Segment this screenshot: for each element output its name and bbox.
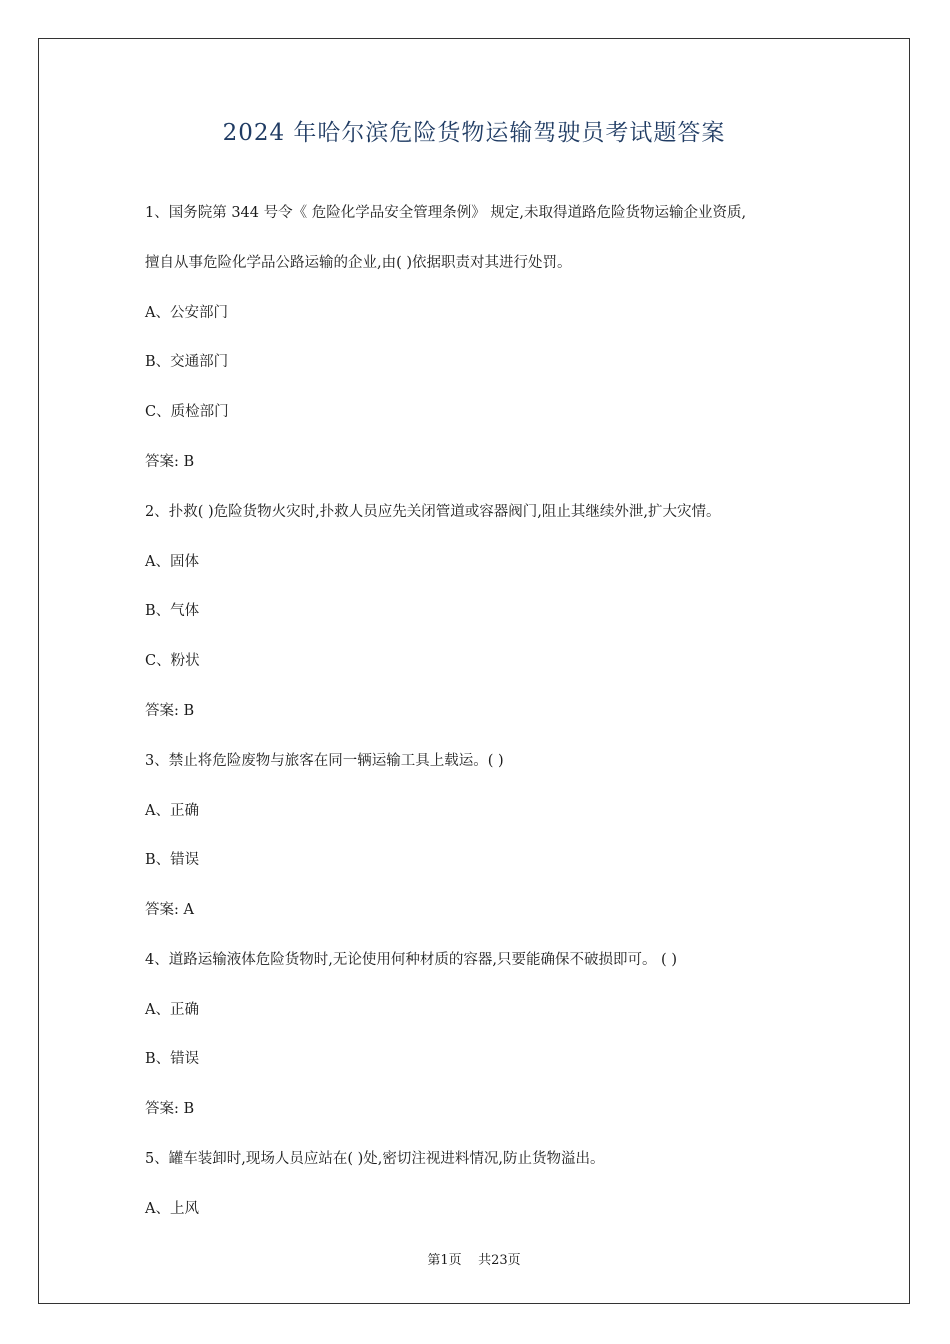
question-3-option-b: B、错误 [145, 852, 200, 868]
page-number-footer: 第1页 共23页 [427, 1253, 521, 1268]
question-1-option-c: C、质检部门 [145, 404, 229, 420]
question-2-text: 2、扑救( )危险货物火灾时,扑救人员应先关闭管道或容器阀门,阻止其继续外泄,扩大灾情。 [145, 504, 721, 520]
question-4-answer: 答案: B [145, 1101, 195, 1117]
question-4-option-b: B、错误 [145, 1051, 200, 1067]
question-2-option-b: B、气体 [145, 603, 200, 619]
question-2-option-a: A、固体 [145, 554, 199, 570]
question-1-text-line-2: 擅自从事危险化学品公路运输的企业,由( )依据职责对其进行处罚。 [145, 255, 572, 271]
question-1-option-b: B、交通部门 [145, 354, 229, 370]
question-1-option-a: A、公安部门 [145, 305, 228, 321]
question-1-answer: 答案: B [145, 454, 195, 470]
question-3-answer: 答案: A [145, 902, 194, 918]
question-1-text-line-1: 1、国务院第 344 号令《 危险化学品安全管理条例》 规定,未取得道路危险货物运输企业资质, [145, 205, 747, 221]
document-title: 2024 年哈尔滨危险货物运输驾驶员考试题答案 [222, 120, 726, 146]
question-3-option-a: A、正确 [145, 803, 199, 819]
question-3-text: 3、禁止将危险废物与旅客在同一辆运输工具上载运。( ) [145, 753, 504, 769]
question-5-option-a: A、上风 [145, 1201, 199, 1217]
question-4-option-a: A、正确 [145, 1002, 199, 1018]
question-2-option-c: C、粉状 [145, 653, 200, 669]
question-2-answer: 答案: B [145, 703, 195, 719]
question-5-text: 5、罐车装卸时,现场人员应站在( )处,密切注视进料情况,防止货物溢出。 [145, 1151, 605, 1167]
question-4-text: 4、道路运输液体危险货物时,无论使用何种材质的容器,只要能确保不破损即可。 ( ) [145, 952, 677, 968]
